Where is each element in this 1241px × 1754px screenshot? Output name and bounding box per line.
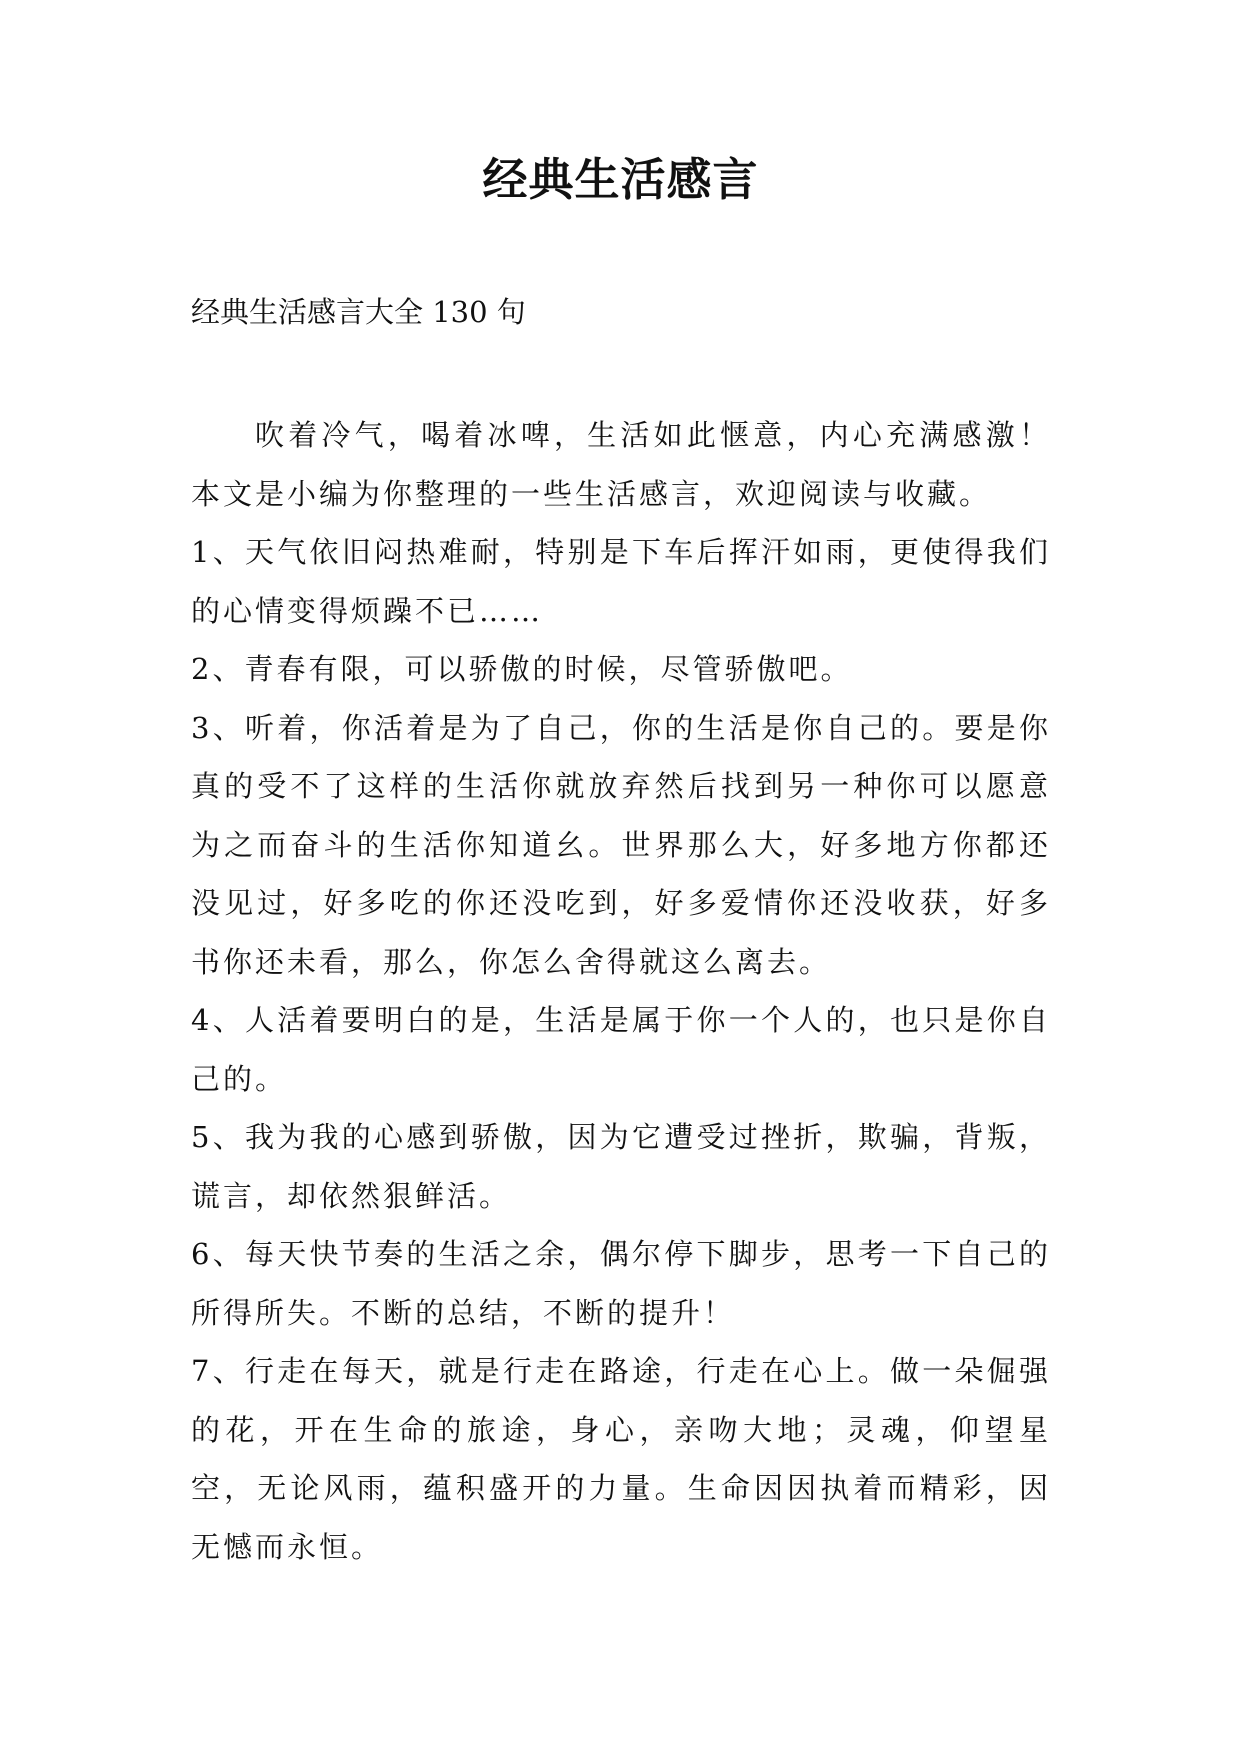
document-title: 经典生活感言 [482,153,759,206]
quote-item-7: 7、行走在每天，就是行走在路途，行走在心上。做一朵倔强的花，开在生命的旅途，身心，亲吻大地；灵魂，仰望星空，无论风雨，蕴积盛开的力量。生命因因执着而精彩，因无憾而永恒。 [191,1354,1051,1564]
intro-paragraph: 吹着冷气，喝着冰啤，生活如此惬意，内心充满感激！本文是小编为你整理的一些生活感言，欢迎阅读与收藏。 [191,418,1051,511]
quote-item-6: 6、每天快节奏的生活之余，偶尔停下脚步，思考一下自己的所得所失。不断的总结，不断的提升！ [191,1237,1051,1330]
document-body [191,406,1051,1576]
quote-item-1: 1、天气依旧闷热难耐，特别是下车后挥汗如雨，更使得我们的心情变得烦躁不已…… [191,535,1051,628]
document-subtitle: 经典生活感言大全 130 句 [191,295,526,329]
quote-item-5: 5、我为我的心感到骄傲，因为它遭受过挫折，欺骗，背叛，谎言，却依然狠鲜活。 [191,1120,1051,1213]
quote-item-3: 3、听着，你活着是为了自己，你的生活是你自己的。要是你真的受不了这样的生活你就放弃然后找到另一种你可以愿意为之而奋斗的生活你知道幺。世界那么大，好多地方你都还没见过，好多吃的你还没吃到，好多爱情你还没收获，好多书你还未看，那么，你怎么舍得就这么离去。 [191,710,1051,979]
quote-item-4: 4、人活着要明白的是，生活是属于你一个人的，也只是你自己的。 [191,1003,1051,1096]
quote-item-2: 2、青春有限，可以骄傲的时候，尽管骄傲吧。 [191,652,853,686]
